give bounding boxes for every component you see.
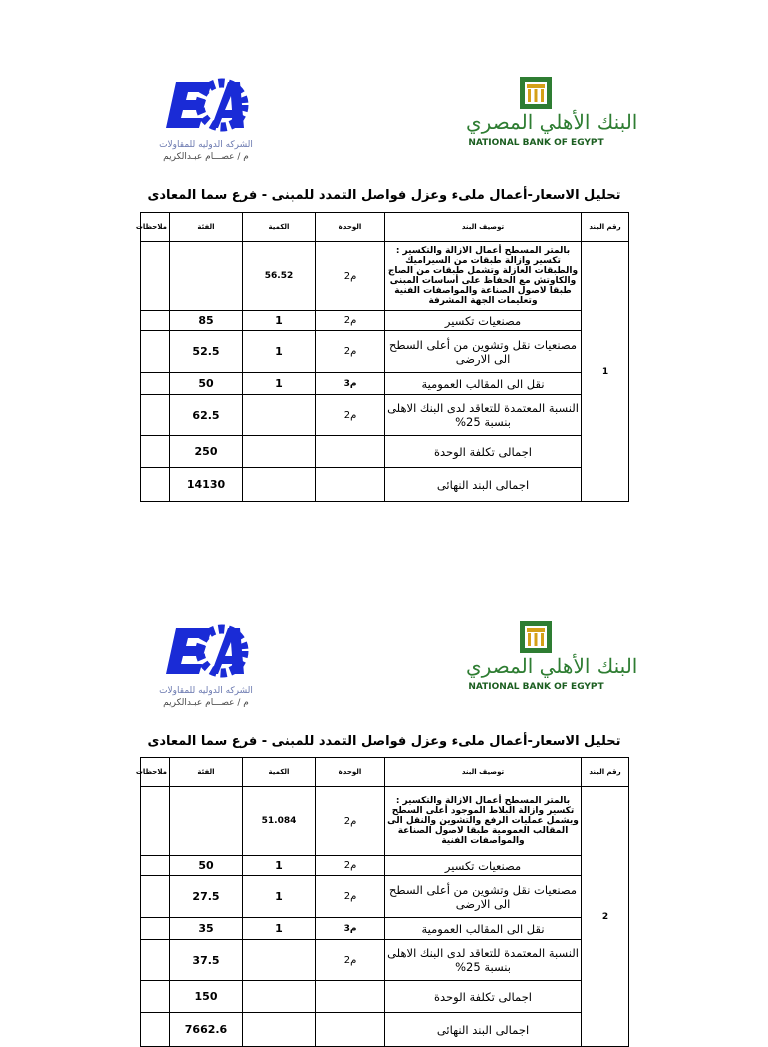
company-name-line: الشركه الدوليه للمقاولات: [159, 140, 253, 150]
header-item-no: رقم البند: [582, 758, 629, 787]
table-row: [141, 242, 629, 311]
item-quantity: 51.084: [243, 787, 316, 856]
row-notes: [141, 311, 170, 331]
item-rate: [170, 787, 243, 856]
row-quantity: [243, 468, 316, 502]
row-notes: [141, 876, 170, 918]
row-quantity: 1: [243, 856, 316, 876]
row-notes: [141, 918, 170, 940]
header-quantity: الكمية: [243, 758, 316, 787]
item-number: 2: [582, 787, 629, 1047]
item-notes: [141, 242, 170, 311]
row-rate: 27.5: [170, 876, 243, 918]
row-description: اجمالى البند النهائى: [385, 1013, 582, 1047]
row-description: مصنعيات تكسير: [385, 311, 582, 331]
header-description: توصيف البند: [385, 213, 582, 242]
row-quantity: [243, 436, 316, 468]
row-unit: [316, 436, 385, 468]
company-name-line: الشركه الدوليه للمقاولات: [159, 686, 253, 696]
item-description: بالمتر المسطح أعمال الازالة والتكسير : تكسير وازالة طبقات من السيراميك والطبقات العازلة وتشمل طبقات من الصاج والكاوتش مع الحفاظ على أساسات المبنى طبقا لاصول الصناعة والمواصفات الفنية وتعليمات الجهة المشرفة: [385, 242, 582, 311]
row-unit: م2: [316, 395, 385, 436]
row-unit: م2: [316, 331, 385, 373]
row-notes: [141, 940, 170, 981]
row-notes: [141, 373, 170, 395]
row-quantity: 1: [243, 373, 316, 395]
item-rate: [170, 242, 243, 311]
item-notes: [141, 787, 170, 856]
table-row: [141, 331, 629, 373]
row-quantity: [243, 1013, 316, 1047]
row-rate: 85: [170, 311, 243, 331]
price-analysis-table: [135, 212, 629, 502]
row-unit: م2: [316, 876, 385, 918]
table-row: [141, 940, 629, 981]
row-notes: [141, 856, 170, 876]
bank-english-name: NATIONAL BANK OF EGYPT: [468, 682, 604, 692]
row-description: نقل الى المقالب العمومية: [385, 373, 582, 395]
row-rate: 250: [170, 436, 243, 468]
table-row: [141, 876, 629, 918]
row-rate: 150: [170, 981, 243, 1013]
row-description: اجمالى تكلفة الوحدة: [385, 436, 582, 468]
bank-arabic-name: البنك الأهلي المصري: [466, 654, 638, 678]
row-unit: م3: [316, 373, 385, 395]
item-unit: م2: [316, 787, 385, 856]
row-rate: 35: [170, 918, 243, 940]
bank-logo: [466, 620, 638, 702]
table-header-row: [141, 758, 629, 787]
table-row: [141, 311, 629, 331]
header-notes: ملاحظات: [141, 758, 170, 787]
row-quantity: 1: [243, 876, 316, 918]
company-engineer-line: م / عصـــام عبـدالكريم: [163, 152, 249, 162]
company-logo: [156, 618, 288, 718]
row-rate: 37.5: [170, 940, 243, 981]
item-unit: م2: [316, 242, 385, 311]
row-unit: م2: [316, 940, 385, 981]
row-rate: 50: [170, 373, 243, 395]
row-quantity: [243, 981, 316, 1013]
header-description: توصيف البند: [385, 758, 582, 787]
company-logo-icon: [156, 72, 256, 138]
row-unit: [316, 468, 385, 502]
table-row: [141, 436, 629, 468]
row-quantity: 1: [243, 918, 316, 940]
row-rate: 62.5: [170, 395, 243, 436]
header-item-no: رقم البند: [582, 213, 629, 242]
bank-emblem-icon: [519, 620, 553, 658]
row-description: مصنعيات تكسير: [385, 856, 582, 876]
header-unit: الوحدة: [316, 758, 385, 787]
row-unit: [316, 1013, 385, 1047]
item-quantity: 56.52: [243, 242, 316, 311]
table-header-row: [141, 213, 629, 242]
row-description: اجمالى البند النهائى: [385, 468, 582, 502]
company-logo: [156, 72, 288, 172]
header-notes: ملاحظات: [141, 213, 170, 242]
row-notes: [141, 395, 170, 436]
header-rate: الفئة: [170, 758, 243, 787]
company-engineer-line: م / عصـــام عبـدالكريم: [163, 698, 249, 708]
table-row: [141, 395, 629, 436]
row-description: مصنعيات نقل وتشوين من أعلى السطح الى الارضى: [385, 876, 582, 918]
price-analysis-table: [135, 757, 629, 1047]
bank-english-name: NATIONAL BANK OF EGYPT: [468, 138, 604, 148]
bank-logo: [466, 76, 638, 158]
row-notes: [141, 331, 170, 373]
row-description: نقل الى المقالب العمومية: [385, 918, 582, 940]
row-description: مصنعيات نقل وتشوين من أعلى السطح الى الارضى: [385, 331, 582, 373]
bank-arabic-name: البنك الأهلي المصري: [466, 110, 638, 134]
row-rate: 14130: [170, 468, 243, 502]
row-unit: [316, 981, 385, 1013]
table-row: [141, 981, 629, 1013]
header-unit: الوحدة: [316, 213, 385, 242]
company-logo-icon: [156, 618, 256, 684]
table-row: [141, 856, 629, 876]
row-rate: 52.5: [170, 331, 243, 373]
row-notes: [141, 1013, 170, 1047]
table-row: [141, 373, 629, 395]
row-quantity: 1: [243, 331, 316, 373]
row-notes: [141, 436, 170, 468]
header-rate: الفئة: [170, 213, 243, 242]
row-rate: 50: [170, 856, 243, 876]
row-description: النسبة المعتمدة للتعاقد لدى البنك الاهلى بنسبة 25%: [385, 940, 582, 981]
bank-emblem-icon: [519, 76, 553, 114]
row-quantity: [243, 395, 316, 436]
table-row: [141, 918, 629, 940]
table-row: [141, 468, 629, 502]
row-quantity: [243, 940, 316, 981]
row-description: النسبة المعتمدة للتعاقد لدى البنك الاهلى بنسبة 25%: [385, 395, 582, 436]
row-unit: م2: [316, 311, 385, 331]
row-unit: م3: [316, 918, 385, 940]
row-rate: 7662.6: [170, 1013, 243, 1047]
section-title: تحليل الاسعار-أعمال ملىء وعزل فواصل التمدد للمبنى - فرع سما المعادى: [147, 734, 621, 749]
row-notes: [141, 468, 170, 502]
header-quantity: الكمية: [243, 213, 316, 242]
row-notes: [141, 981, 170, 1013]
row-description: اجمالى تكلفة الوحدة: [385, 981, 582, 1013]
table-row: [141, 787, 629, 856]
row-quantity: 1: [243, 311, 316, 331]
item-description: بالمتر المسطح أعمال الازالة والتكسير : تكسير وازالة البلاط الموجود أعلى السطح ويشمل عمليات الرفع والتشوين والنقل الى المقالب العمومية طبقا لاصول الصناعة والمواصفات الفنية: [385, 787, 582, 856]
section-title: تحليل الاسعار-أعمال ملىء وعزل فواصل التمدد للمبنى - فرع سما المعادى: [147, 188, 621, 203]
table-row: [141, 1013, 629, 1047]
row-unit: م2: [316, 856, 385, 876]
item-number: 1: [582, 242, 629, 502]
